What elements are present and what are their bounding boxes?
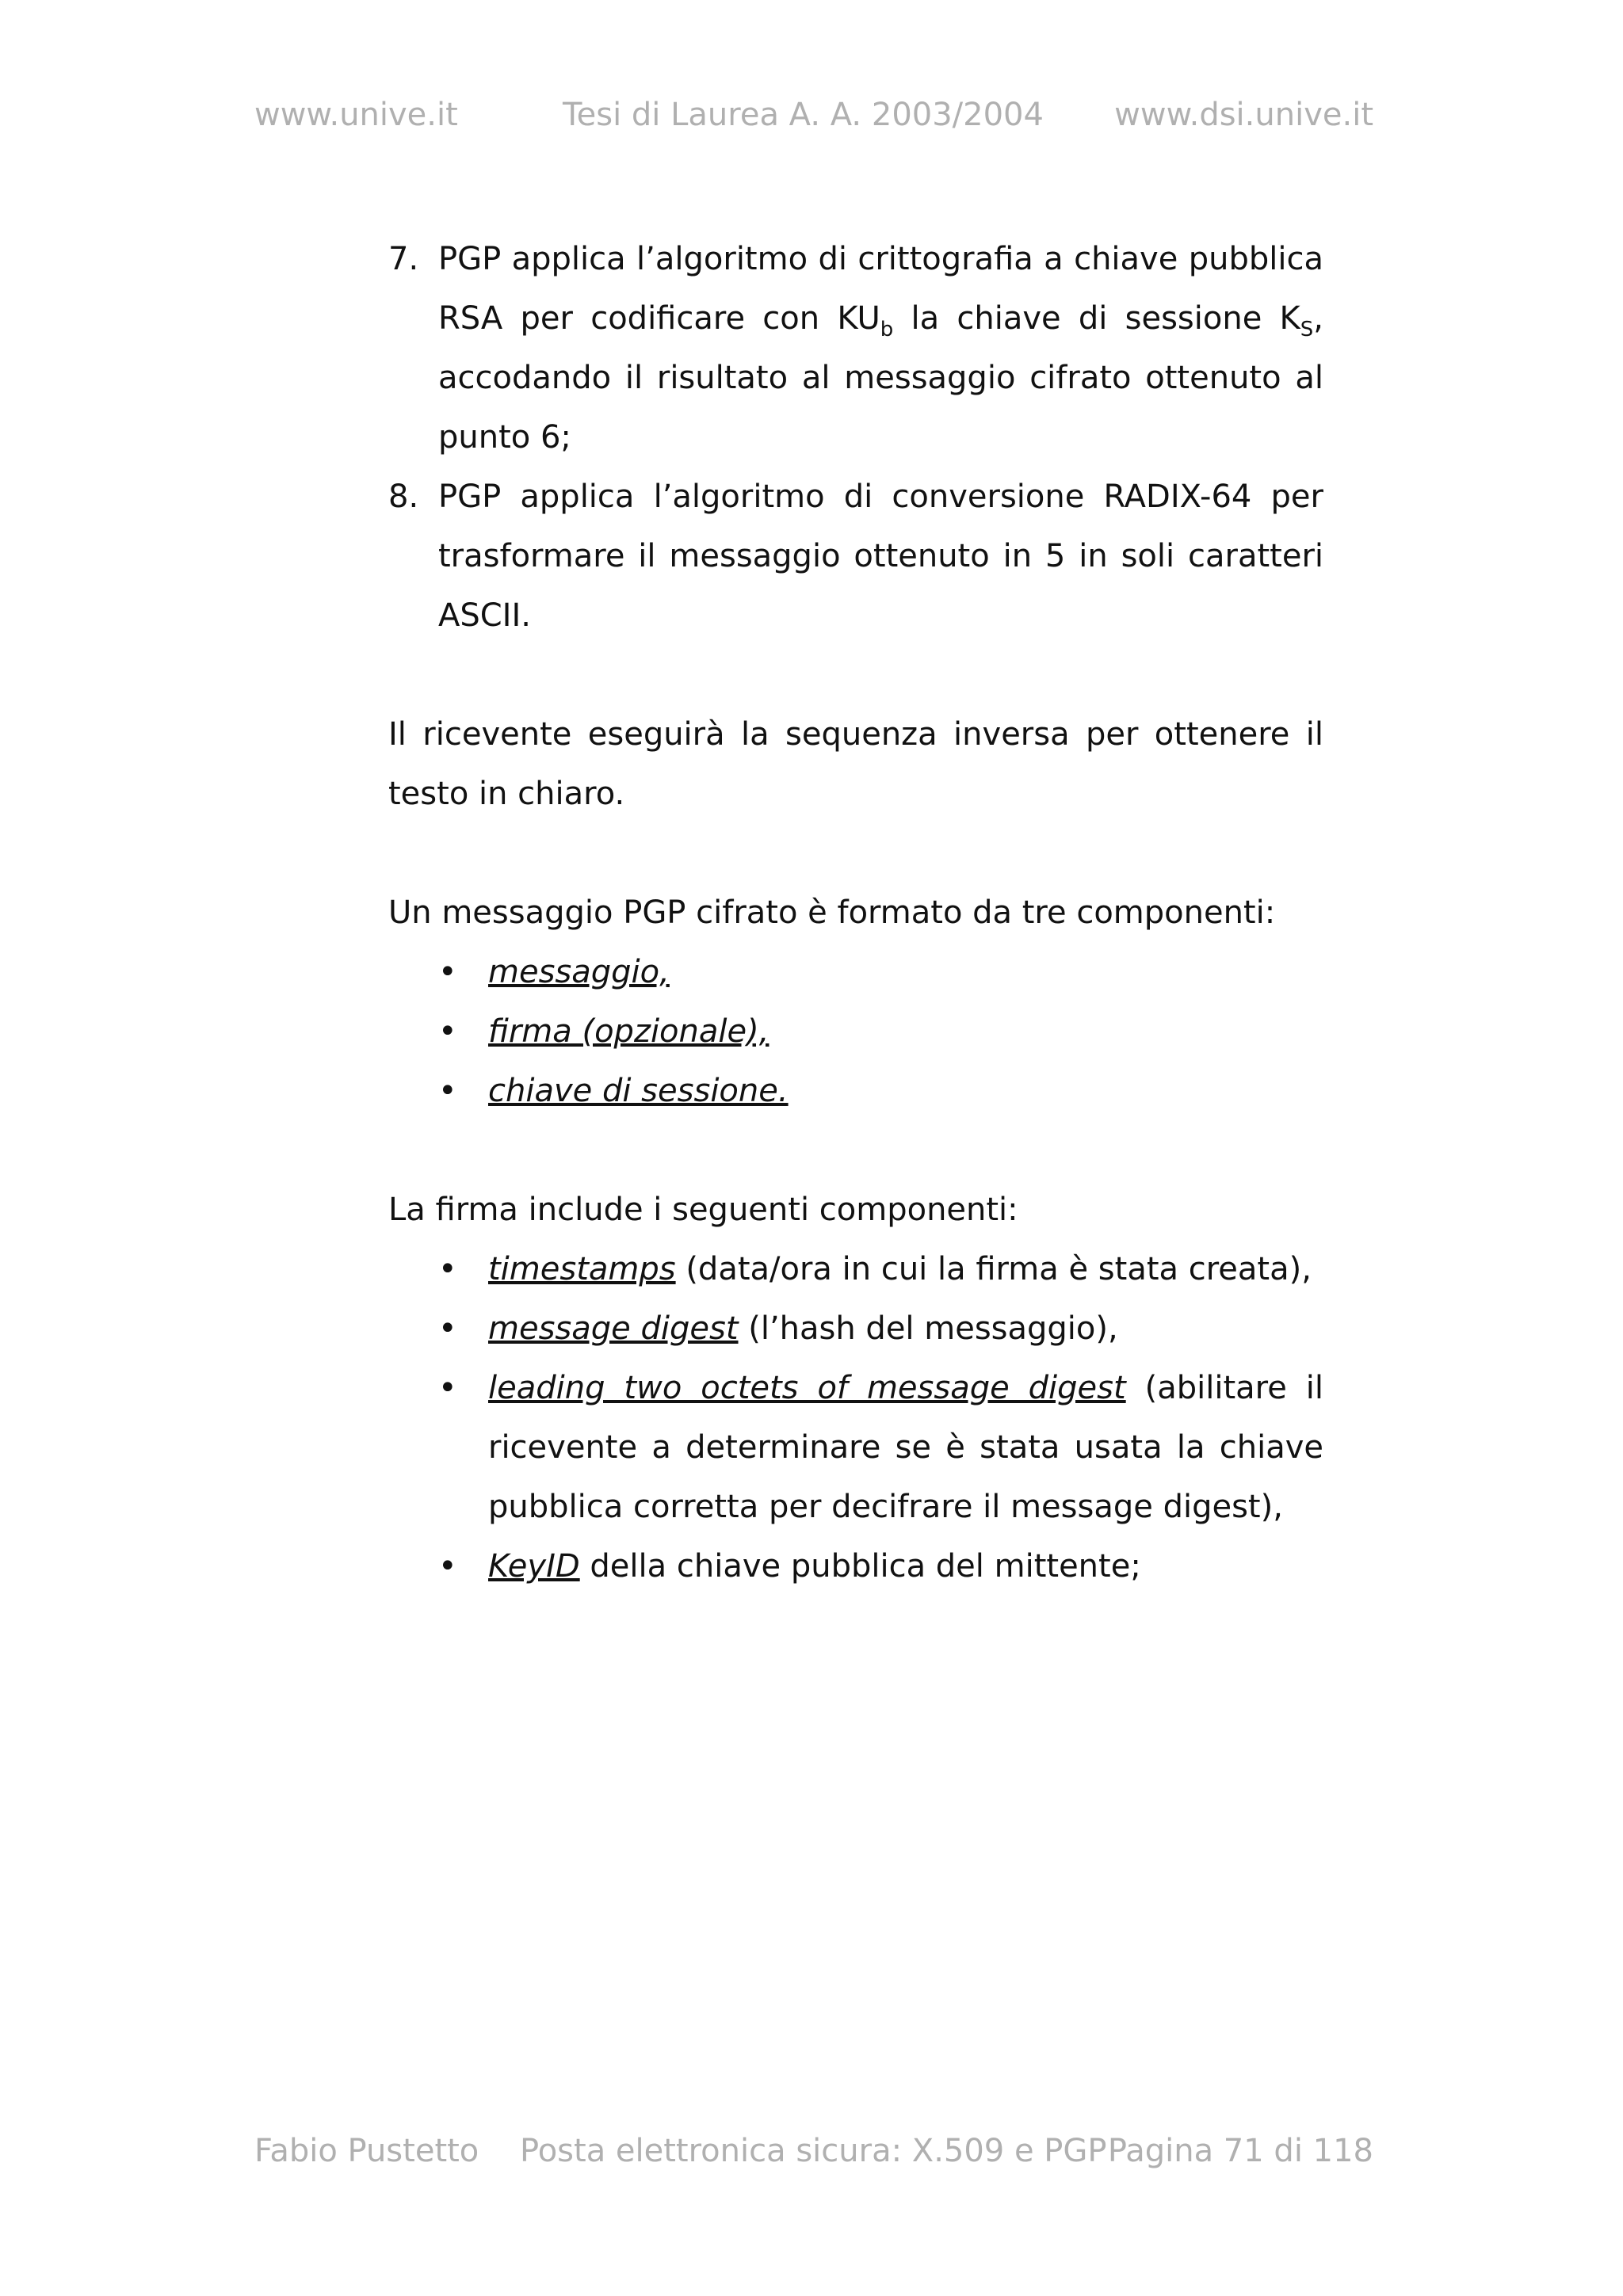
item-text-part: la chiave di sessione K xyxy=(893,300,1300,337)
list-item-term: message digest xyxy=(488,1310,739,1347)
item-text-part: , accodando il risultato al messaggio cifrato ottenuto al punto 6; xyxy=(438,300,1324,456)
list-item-term: timestamps xyxy=(488,1251,676,1287)
footer-title: Posta elettronica sicura: X.509 e PGP xyxy=(520,2133,1107,2169)
list-item-desc: (l’hash del messaggio), xyxy=(738,1310,1118,1347)
bullet-icon: • xyxy=(438,1548,457,1585)
list-item-term: chiave di sessione. xyxy=(488,1073,789,1109)
bullet-icon: • xyxy=(438,1073,457,1109)
paragraph-message-components: Un messaggio PGP cifrato è formato da tre componenti: xyxy=(388,894,1276,931)
components-list xyxy=(388,943,1323,1121)
bullet-icon: • xyxy=(438,1310,457,1347)
list-item xyxy=(388,1299,1323,1359)
list-item-term: leading two octets of message digest xyxy=(488,1370,1126,1406)
list-item xyxy=(388,1537,1323,1596)
item-number: 8. xyxy=(388,479,419,515)
footer-author: Fabio Pustetto xyxy=(254,2133,479,2169)
list-item xyxy=(388,943,1323,1002)
list-item-term: KeyID xyxy=(488,1548,580,1585)
list-item xyxy=(388,1240,1323,1299)
list-item xyxy=(388,1062,1323,1121)
item-number: 7. xyxy=(388,241,419,277)
page-body xyxy=(388,230,1323,1596)
list-item-desc: (data/ora in cui la firma è stata creata), xyxy=(675,1251,1312,1287)
subscript-b: b xyxy=(880,318,894,341)
subscript-s: S xyxy=(1300,318,1314,341)
list-item-term: messaggio, xyxy=(488,954,670,990)
item-text-part: PGP applica l’algoritmo di crittografia a chiave pubblica RSA per codificare con KU xyxy=(438,241,1323,337)
numbered-item-8 xyxy=(388,467,1323,646)
header-title: Tesi di Laurea A. A. 2003/2004 xyxy=(563,97,1044,133)
list-item xyxy=(388,1359,1323,1537)
header-left-url: www.unive.it xyxy=(254,97,458,133)
paragraph-receiver: Il ricevente eseguirà la sequenza inversa per ottenere il testo in chiaro. xyxy=(388,716,1323,812)
bullet-icon: • xyxy=(438,1251,457,1287)
footer-page-number: Pagina 71 di 118 xyxy=(1107,2133,1373,2169)
header-right-url: www.dsi.unive.it xyxy=(1114,97,1373,133)
list-item-term: firma (opzionale), xyxy=(488,1013,769,1050)
list-item xyxy=(388,1002,1323,1062)
list-item-desc: della chiave pubblica del mittente; xyxy=(579,1548,1141,1585)
signature-parts-list xyxy=(388,1240,1323,1596)
item-text: PGP applica l’algoritmo di conversione RADIX-64 per trasformare il messaggio ottenuto in 5 in soli caratteri ASCII. xyxy=(438,479,1323,634)
bullet-icon: • xyxy=(438,1370,457,1406)
numbered-item-7 xyxy=(388,230,1323,467)
bullet-icon: • xyxy=(438,954,457,990)
list-item-desc: (abilitare il ricevente a determinare se è stata usata la chiave pubblica corretta per decifrare il message digest), xyxy=(488,1370,1323,1525)
paragraph-signature: La firma include i seguenti componenti: xyxy=(388,1192,1018,1228)
bullet-icon: • xyxy=(438,1013,457,1050)
